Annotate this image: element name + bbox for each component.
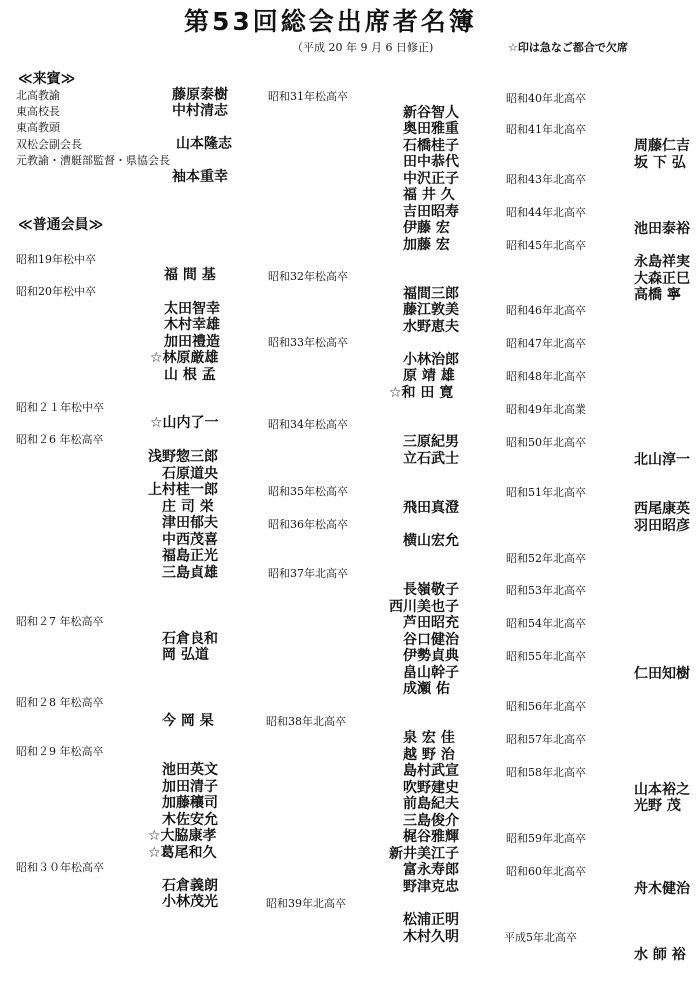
member-name: 中西茂喜 <box>162 532 218 548</box>
member-name: 池田英文 <box>162 762 218 778</box>
graduation-group: 昭和２8 年松高卒 <box>16 696 104 709</box>
member-name: 新谷智人 <box>403 105 459 121</box>
graduation-group: 昭和20年松中卒 <box>16 285 96 298</box>
member-name: 越 野 治 <box>403 747 455 763</box>
member-name: 舟木健治 <box>634 881 690 897</box>
member-name: 大森正巳 <box>634 271 690 287</box>
guest-name: 山本隆志 <box>176 136 232 152</box>
section-guests: ≪来賓≫ <box>18 71 76 87</box>
member-name: 立石武士 <box>403 451 459 467</box>
guest-name: 藤原泰樹 <box>172 87 228 103</box>
guest-role: 元教諭・漕艇部監督・県協会長 <box>16 154 170 167</box>
member-name: 石橋桂子 <box>403 138 459 154</box>
member-name: 山本裕之 <box>634 782 690 798</box>
member-name: 小林治郎 <box>403 352 459 368</box>
graduation-year: 昭和45年北高卒 <box>506 239 586 252</box>
graduation-year: 昭和40年北高卒 <box>506 92 586 105</box>
graduation-year: 昭和36年松高卒 <box>268 518 348 531</box>
member-name: 加田禮造 <box>164 334 220 350</box>
member-name: 木村幸雄 <box>164 317 220 333</box>
guest-role: 北高教諭 <box>16 89 60 102</box>
graduation-group: 昭和２7 年松高卒 <box>16 615 104 628</box>
member-name: 福 間 基 <box>164 267 216 283</box>
member-name: 今 岡 杲 <box>162 713 214 729</box>
member-name: 三島俊介 <box>403 813 459 829</box>
graduation-year: 昭和53年北高卒 <box>506 584 586 597</box>
member-name: ☆大脇康孝 <box>148 828 217 844</box>
member-name: 周藤仁吉 <box>634 138 690 154</box>
member-name: 長嶺敬子 <box>403 582 459 598</box>
member-name: ☆林原厳雄 <box>150 350 219 366</box>
graduation-year: 昭和54年北高卒 <box>506 617 586 630</box>
member-name: 仁田知樹 <box>634 666 690 682</box>
graduation-group: 昭和２6 年松高卒 <box>16 433 104 446</box>
member-name: 木村久明 <box>403 929 459 945</box>
member-name: 伊藤 宏 <box>403 220 450 236</box>
member-name: 西川美也子 <box>389 599 459 615</box>
member-name: 福間三郎 <box>403 286 459 302</box>
member-name: 加藤 宏 <box>403 237 450 253</box>
graduation-group: 昭和19年松中卒 <box>16 253 96 266</box>
member-name: 田中恭代 <box>403 154 459 170</box>
member-name: ☆葛尾和久 <box>148 845 217 861</box>
member-name: 吹野建史 <box>403 780 459 796</box>
member-name: 庄 司 栄 <box>162 499 214 515</box>
graduation-year: 昭和46年北高卒 <box>506 304 586 317</box>
member-name: 谷口健治 <box>403 632 459 648</box>
member-name: 坂 下 弘 <box>634 155 686 171</box>
graduation-year: 昭和47年北高卒 <box>506 337 586 350</box>
graduation-year: 昭和50年北高卒 <box>506 436 586 449</box>
member-name: 石原道央 <box>162 466 218 482</box>
member-name: 三原紀男 <box>403 434 459 450</box>
member-name: 奥田雅重 <box>403 121 459 137</box>
graduation-year: 昭和32年松高卒 <box>268 270 348 283</box>
member-name: 伊勢貞典 <box>403 648 459 664</box>
member-name: 羽田昭彦 <box>634 518 690 534</box>
member-name: 光野 茂 <box>634 798 681 814</box>
member-name: 横山宏允 <box>403 533 459 549</box>
graduation-year: 昭和52年北高卒 <box>506 552 586 565</box>
graduation-year: 昭和59年北高卒 <box>506 832 586 845</box>
member-name: 新井美江子 <box>389 846 459 862</box>
guest-year: 昭和31年松高卒 <box>268 90 348 103</box>
member-name: 水 師 裕 <box>634 947 686 963</box>
guest-role: 東高教頭 <box>16 121 60 134</box>
graduation-year: 昭和49年北高業 <box>506 403 586 416</box>
member-name: 山 根 孟 <box>164 367 216 383</box>
member-name: 木佐安允 <box>162 812 218 828</box>
graduation-group: 昭和２１年松中卒 <box>16 401 104 414</box>
member-name: 原 靖 雄 <box>403 368 455 384</box>
revision-date: （平成 20 年 9 月 6 日修正) <box>292 41 434 54</box>
graduation-year: 昭和55年北高卒 <box>506 650 586 663</box>
graduation-year: 昭和41年北高卒 <box>506 123 586 136</box>
member-name: 畠山幹子 <box>403 665 459 681</box>
graduation-year: 昭和39年北高卒 <box>266 897 346 910</box>
member-name: 福 井 久 <box>403 187 455 203</box>
graduation-year: 昭和57年北高卒 <box>506 733 586 746</box>
member-name: 浅野惣三郎 <box>148 449 218 465</box>
member-name: 池田泰裕 <box>634 221 690 237</box>
graduation-year: 昭和37年北高卒 <box>268 567 348 580</box>
member-name: ☆和 田 寛 <box>389 385 454 401</box>
member-name: 太田智幸 <box>164 301 220 317</box>
member-name: 福島正光 <box>162 548 218 564</box>
member-name: 石倉良和 <box>162 631 218 647</box>
graduation-year: 昭和34年松高卒 <box>268 418 348 431</box>
member-name: 島村武宣 <box>403 763 459 779</box>
member-name: 吉田昭寿 <box>403 204 459 220</box>
member-name: 永島祥実 <box>634 254 690 270</box>
member-name: 松浦正明 <box>403 912 459 928</box>
member-name: 北山淳一 <box>634 452 690 468</box>
member-name: 高橋 寧 <box>634 287 681 303</box>
page-title: 第53回総会出席者名簿 <box>184 7 477 36</box>
member-name: 三島貞雄 <box>162 565 218 581</box>
guest-name: 袖本重幸 <box>172 169 228 185</box>
member-name: 芦田昭充 <box>403 615 459 631</box>
guest-role: 東高校長 <box>16 105 60 118</box>
graduation-year: 昭和44年北高卒 <box>506 206 586 219</box>
graduation-year: 昭和43年北高卒 <box>506 173 586 186</box>
member-name: 梶谷雅輝 <box>403 829 459 845</box>
absence-note: ☆印は急なご都合で欠席 <box>508 41 628 54</box>
graduation-year: 昭和38年北高卒 <box>266 715 346 728</box>
graduation-year: 昭和60年北高卒 <box>506 865 586 878</box>
member-name: 成瀬 佑 <box>403 681 450 697</box>
member-name: 石倉義朗 <box>162 878 218 894</box>
graduation-year: 昭和35年松高卒 <box>268 485 348 498</box>
member-name: 加田清子 <box>162 779 218 795</box>
member-name: 小林茂光 <box>162 894 218 910</box>
member-name: 中沢正子 <box>403 171 459 187</box>
member-name: 加藤穰司 <box>162 795 218 811</box>
member-name: 上村桂一郎 <box>148 482 218 498</box>
member-name: 野津克忠 <box>403 879 459 895</box>
member-name: 前島紀夫 <box>403 796 459 812</box>
graduation-year: 昭和33年松高卒 <box>268 336 348 349</box>
guest-name: 中村清志 <box>172 103 228 119</box>
graduation-year: 昭和58年北高卒 <box>506 766 586 779</box>
member-name: 西尾康英 <box>634 501 690 517</box>
member-name: 富永寿郎 <box>403 862 459 878</box>
section-members: ≪普通会員≫ <box>18 217 104 233</box>
guest-role: 双松会副会長 <box>16 138 82 151</box>
graduation-year: 昭和51年北高卒 <box>506 486 586 499</box>
graduation-year: 昭和56年北高卒 <box>506 700 586 713</box>
member-name: 津田郁夫 <box>162 515 218 531</box>
graduation-group: 昭和３０年松高卒 <box>16 861 104 874</box>
member-name: 岡 弘道 <box>162 647 209 663</box>
member-name: 藤江敦美 <box>403 302 459 318</box>
member-name: 飛田真澄 <box>403 500 459 516</box>
graduation-year: 昭和48年北高卒 <box>506 370 586 383</box>
member-name: ☆山内了一 <box>150 415 219 431</box>
member-name: 泉 宏 佳 <box>403 730 455 746</box>
graduation-group: 昭和２9 年松高卒 <box>16 745 104 758</box>
member-name: 水野恵夫 <box>403 319 459 335</box>
graduation-year: 平成5年北高卒 <box>504 931 577 944</box>
